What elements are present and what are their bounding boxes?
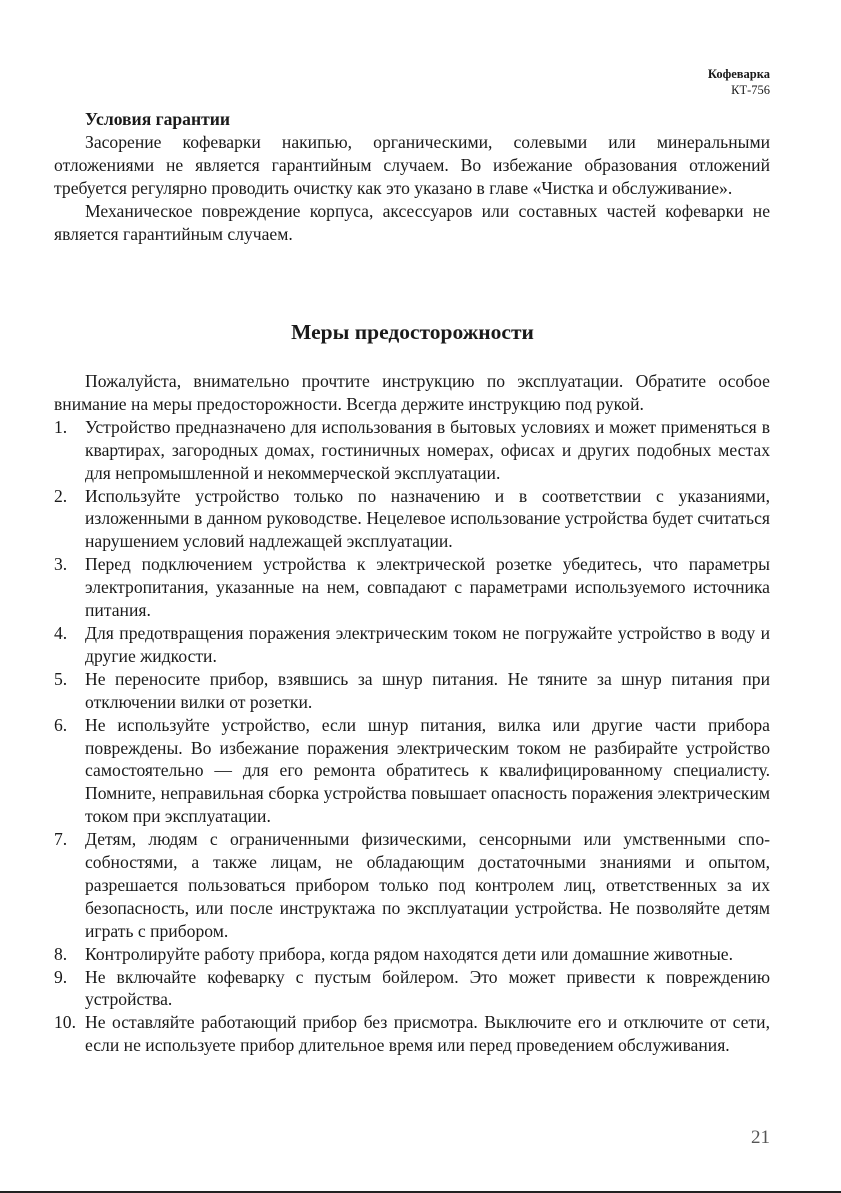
list-item-text: Устройство предназначено для использования в бытовых условиях и может применяться в квартирах, загородных домах, гостиничных номерах, офисах и других подобных местах для непромышленной и некоммерческой эксплуатации. <box>85 416 770 483</box>
warranty-paragraph: Засорение кофеварки накипью, органическими, солевыми или минеральными отложениями не является гарантийным случаем. Во избежание образования отложений требуется регулярно проводить очистку как это указано в главе «Чистка и обслуживание». <box>54 131 770 198</box>
warranty-section <box>54 108 770 245</box>
list-item <box>54 714 770 829</box>
list-item-text: Не оставляйте работающий прибор без присмотра. Выключите его и отключите от сети, если не используете прибор длительное время или перед проведением обслуживания. <box>85 1012 770 1056</box>
list-item-text: Детям, людям с ограниченными физическими, сенсорными или умственными способностями, а также лицам, не обладающим достаточными знаниями и опытом, разрешается пользоваться прибором только под контролем лиц, ответственных за их безопасность, или после инструктажа по эксплуатации устройства. Не позволяйте детям играть с прибором. <box>85 829 770 941</box>
list-item <box>54 622 770 668</box>
warranty-paragraph: Механическое повреждение корпуса, аксессуаров или составных частей кофеварки не является гарантийным случаем. <box>54 200 770 244</box>
list-item-text: Перед подключением устройства к электрической розетке убедитесь, что параметры электропитания, указанные на нем, совпадают с параметрами используемого источника питания. <box>85 554 770 621</box>
list-item <box>54 1011 770 1057</box>
list-item-number: 4. <box>54 622 68 643</box>
list-item <box>54 416 770 485</box>
running-header <box>708 66 770 98</box>
list-item-text: Не используйте устройство, если шнур питания, вилка или другие части прибора повреждены. Во избежание поражения электрическим током не разбирайте устройство самостоятельно — для его ремонта обратитесь к квалифицированному специалисту. Помните, неправильная сборка устройства повышает опасность поражения электрическим током при эксплуатации. <box>85 714 770 827</box>
header-product: Кофеварка <box>707 67 770 81</box>
list-item-number: 7. <box>54 829 68 850</box>
precautions-list <box>54 416 770 1057</box>
list-item <box>54 966 770 1012</box>
list-item-number: 5. <box>54 668 68 689</box>
list-item-text: Контролируйте работу прибора, когда рядом находятся дети или домашние животные. <box>85 943 733 964</box>
list-item-number: 1. <box>54 416 68 437</box>
list-item <box>54 828 770 943</box>
warranty-heading: Условия гарантии <box>85 109 231 129</box>
list-item-text: Не включайте кофеварку с пустым бойлером. Это может привести к повреждению устройства. <box>85 966 770 1010</box>
list-item <box>54 668 770 714</box>
list-item <box>54 485 770 554</box>
precautions-intro: Пожалуйста, внимательно прочтите инструкцию по эксплуатации. Обратите особое внимание на меры предосторожности. Всегда держите инструкцию под рукой. <box>54 371 770 414</box>
precautions-section <box>54 370 770 1057</box>
precautions-heading: Меры предосторожности <box>291 320 534 344</box>
list-item-number: 2. <box>54 485 68 506</box>
list-item-number: 9. <box>54 966 68 987</box>
list-item-text: Не переносите прибор, взявшись за шнур питания. Не тяните за шнур питания при отключении вилки от розетки. <box>85 668 770 712</box>
list-item-text: Для предотвращения поражения электрическим током не погружайте устройство в воду и другие жидкости. <box>85 622 770 666</box>
list-item-number: 10. <box>54 1012 76 1033</box>
list-item-text: Используйте устройство только по назначению и в соответствии с указаниями, изложенными в данном руководстве. Нецелевое использование устройства будет считаться нарушением условий надлежащей эксплуатации. <box>85 485 770 552</box>
list-item <box>54 943 770 966</box>
list-item-number: 3. <box>54 554 68 575</box>
list-item <box>54 553 770 622</box>
header-model: КТ-756 <box>731 83 770 97</box>
page-number: 21 <box>751 1127 770 1148</box>
list-item-number: 8. <box>54 943 68 964</box>
list-item-number: 6. <box>54 714 68 735</box>
